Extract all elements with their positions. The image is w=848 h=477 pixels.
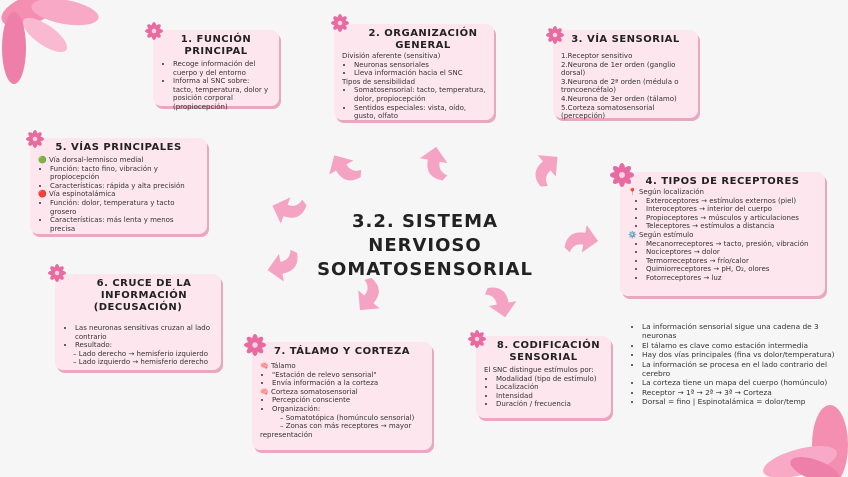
card6-title-2: (DECUSACIÓN) [93, 302, 183, 313]
summary-item-4: • La información se procesa en el lado contrario del cerebro [642, 360, 842, 379]
card8-title-1: 8. CODIFICACIÓN [496, 340, 601, 351]
card4-b2: • Nociceptores → dolor [646, 248, 817, 257]
card7-b1: • Percepción consciente [272, 396, 424, 405]
card2-line-1: División aferente (sensitiva) [342, 52, 441, 60]
card3-item-4: 4.Neurona de 3er orden (tálamo) [561, 94, 677, 103]
card6-item-2: • Resultado: [75, 341, 213, 350]
card7-a1: • "Estación de relevo sensorial" [272, 371, 424, 380]
card4-b5: • Fotorreceptores → luz [646, 274, 817, 283]
card5-b1: • Función: dolor, temperatura y tacto grosero [50, 199, 199, 216]
flower-icon [546, 26, 564, 44]
card7-a2: • Envía información a la corteza [272, 379, 424, 388]
curved-arrow-icon [484, 283, 519, 320]
card7-b2: • Organización: [272, 405, 424, 414]
card6-sub-1: – Lado derecho → hemisferio izquierdo [73, 349, 209, 358]
card3-title: 3. VÍA SENSORIAL [571, 34, 680, 45]
flower-icon [244, 334, 266, 356]
card2-bullet-1: • Neuronas sensoriales [354, 61, 486, 70]
card4-a1: • Exteroceptores → estímulos externos (piel) [646, 197, 817, 206]
summary-item-6: • Receptor → 1ª → 2ª → 3ª → Corteza [642, 388, 842, 397]
card7-sub-3: representación [260, 430, 313, 439]
card5-a1: • Función: tacto fino, vibración y propiocepción [50, 165, 199, 182]
card2-bullet-3: • Somatosensorial: tacto, temperatura, dolor, propiocepción [354, 86, 486, 103]
card8-item-2: • Localización [496, 383, 603, 392]
card4-a3: • Propioceptores → músculos y articulaciones [646, 214, 817, 223]
curved-arrow-icon [564, 222, 601, 257]
card5-heading-1: 🟢 Vía dorsal-lemnisco medial [38, 156, 144, 164]
card1-title: 1. FUNCIÓN PRINCIPAL [180, 34, 252, 57]
card4-a4: • Teleceptores → estímulos a distancia [646, 222, 817, 231]
card6-sub-2: – Lado izquierdo → hemisferio derecho [73, 358, 209, 367]
flower-icon [610, 163, 634, 187]
card-vias-principales [30, 138, 207, 234]
curved-arrow-icon [417, 144, 452, 181]
card1-item-2: • Informa al SNC sobre: tacto, temperatura, dolor y posición corporal (propiocepción) [173, 77, 271, 111]
card-talamo-corteza [252, 342, 432, 450]
card2-bullet-4: • Sentidos especiales: vista, oído, gusto, olfato [354, 104, 486, 121]
curved-arrow-icon [524, 146, 568, 190]
summary-item-1: • La información sensorial sigue una cadena de 3 neuronas [642, 322, 842, 341]
summary-item-3: • Hay dos vías principales (fina vs dolor/temperatura) [642, 350, 842, 359]
card3-item-5: 5.Corteza somatosensorial (percepción) [561, 103, 655, 121]
card4-b1: • Mecanorreceptores → tacto, presión, vibración [646, 240, 817, 249]
card8-intro: El SNC distingue estímulos por: [484, 366, 594, 374]
card8-item-3: • Intensidad [496, 392, 603, 401]
card7-heading-2: 🧠 Corteza somatosensorial [260, 387, 358, 396]
card4-b3: • Termorreceptores → frío/calor [646, 257, 817, 266]
card7-sub-2: – Zonas con más receptores → mayor [280, 422, 412, 431]
card5-title: 5. VÍAS PRINCIPALES [55, 142, 182, 153]
card-funcion-principal [153, 30, 279, 111]
card1-item-1: • Recoge información del cuerpo y del entorno [173, 60, 271, 77]
summary-item-2: • El tálamo es clave como estación intermedia [642, 341, 842, 350]
card5-a2: • Características: rápida y alta precisión [50, 182, 199, 191]
card4-heading-1: 📍 Según localización [628, 188, 704, 196]
curved-arrow-icon [265, 249, 302, 284]
card3-item-1: 1.Receptor sensitivo [561, 52, 633, 60]
flower-icon [26, 130, 44, 148]
card2-title: 2. ORGANIZACIÓN GENERAL [368, 28, 478, 51]
curved-arrow-icon [268, 191, 308, 230]
card5-b2: • Características: más lenta y menos precisa [50, 216, 199, 233]
flower-icon [331, 14, 349, 32]
summary-item-5: • La corteza tiene un mapa del cuerpo (homúnculo) [642, 378, 842, 387]
card2-line-2: Tipos de sensibilidad [342, 77, 416, 86]
curved-arrow-icon [348, 275, 392, 319]
card4-heading-2: ⚙️ Según estímulo [628, 230, 694, 239]
card3-item-3: 3.Neurona de 2ª orden (médula o troncoencéfalo) [561, 77, 679, 95]
card-cruce-informacion [55, 274, 221, 370]
card8-item-4: • Duración / frecuencia [496, 400, 603, 409]
curved-arrow-icon [322, 147, 364, 190]
flower-icon [468, 330, 486, 348]
card7-sub-1: – Somatotópica (homúnculo sensorial) [280, 413, 415, 422]
card6-title-1: 6. CRUCE DE LA INFORMACIÓN [96, 278, 192, 301]
card3-item-2: 2.Neurona de 1er orden (ganglio dorsal) [561, 60, 676, 78]
main-title-line1: 3.2. SISTEMA NERVIOSO [351, 211, 499, 256]
card4-b4: • Quimiorreceptores → pH, O₂, olores [646, 265, 817, 274]
card4-a2: • Interoceptores → interior del cuerpo [646, 205, 817, 214]
flower-icon [48, 264, 66, 282]
summary-list [632, 322, 842, 407]
card5-heading-2: 🔴 Vía espinotalámica [38, 190, 116, 199]
flower-icon [145, 22, 163, 40]
main-title-line2: SOMATOSENSORIAL [317, 259, 533, 280]
card2-bullet-2: • Lleva información hacia el SNC [354, 69, 486, 78]
card-tipos-receptores [620, 172, 825, 296]
card7-heading-1: 🧠 Tálamo [260, 362, 296, 370]
summary-item-7: • Dorsal = fino | Espinotalámica = dolor/temp [642, 397, 842, 406]
card-via-sensorial [553, 30, 698, 121]
card-codificacion-sensorial [476, 336, 611, 418]
card8-title-2: SENSORIAL [509, 352, 578, 363]
card7-title: 7. TÁLAMO Y CORTEZA [273, 346, 411, 357]
card6-item-1: • Las neuronas sensitivas cruzan al lado contrario [75, 324, 213, 341]
card-organizacion-general [334, 24, 494, 120]
card4-title: 4. TIPOS DE RECEPTORES [645, 176, 800, 187]
card8-item-1: • Modalidad (tipo de estímulo) [496, 375, 603, 384]
